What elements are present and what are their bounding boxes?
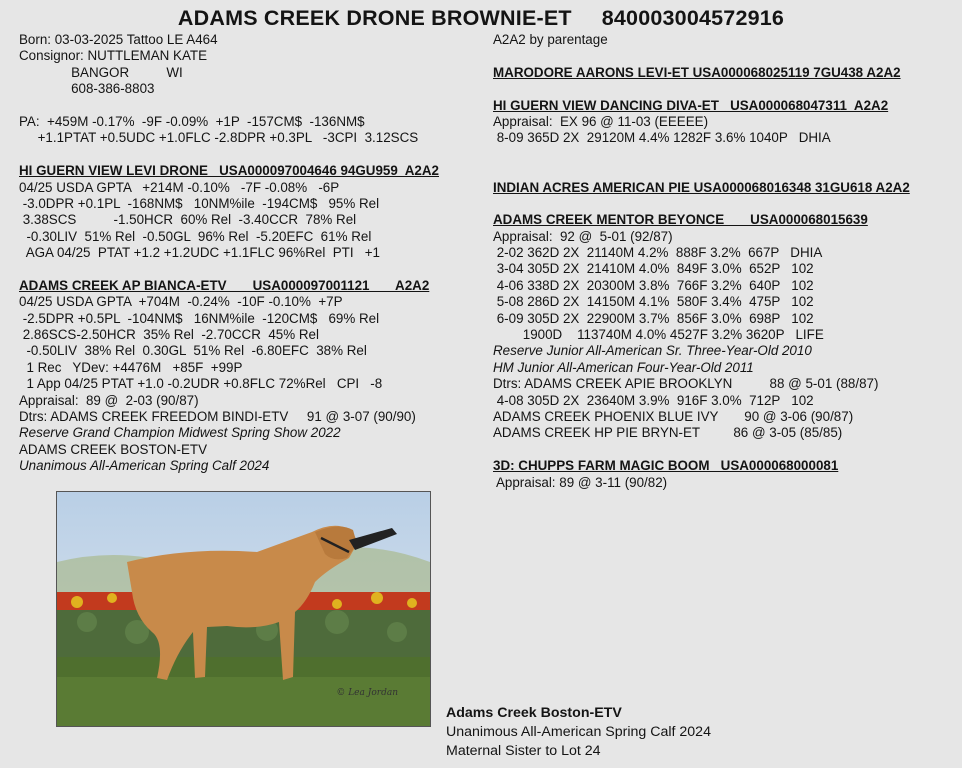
left-column-line: +1.1PTAT +0.5UDC +1.0FLC -2.8DPR +0.3PL -3CPI 3.12SCS bbox=[19, 130, 419, 146]
animal-name: ADAMS CREEK DRONE BROWNIE-ET bbox=[177, 6, 572, 30]
left-column-line: -0.50LIV 38% Rel 0.30GL 51% Rel -6.80EFC 38% Rel bbox=[19, 343, 367, 359]
right-column-line: Appraisal: EX 96 @ 11-03 (EEEEE) bbox=[493, 113, 709, 129]
right-column-line: HM Junior All-American Four-Year-Old 2011 bbox=[493, 359, 754, 375]
left-column-line: -3.0DPR +0.1PL -168NM$ 10NM%ile -194CM$ 95% Rel bbox=[19, 195, 380, 211]
right-column-line: 3-04 305D 2X 21410M 4.0% 849F 3.0% 652P 102 bbox=[493, 261, 814, 277]
page-title bbox=[0, 6, 962, 31]
right-column-line: 4-06 338D 2X 20300M 3.8% 766F 3.2% 640P 102 bbox=[493, 277, 814, 293]
left-column-line: Consignor: NUTTLEMAN KATE bbox=[19, 48, 208, 64]
right-column-line: 8-09 365D 2X 29120M 4.4% 1282F 3.6% 1040P DHIA bbox=[493, 130, 831, 146]
right-column-line: 3D: CHUPPS FARM MAGIC BOOM USA000068000081 bbox=[493, 458, 839, 474]
right-column-line: ADAMS CREEK HP PIE BRYN-ET 86 @ 3-05 (85/85) bbox=[493, 425, 843, 441]
right-column-line: A2A2 by parentage bbox=[493, 32, 608, 47]
calf-photo bbox=[56, 491, 431, 727]
left-column-line: 1 Rec YDev: +4476M +85F +99P bbox=[19, 359, 243, 375]
left-column-line: 2.86SCS-2.50HCR 35% Rel -2.70CCR 45% Rel bbox=[19, 327, 319, 343]
right-column-line: Appraisal: 89 @ 3-11 (90/82) bbox=[493, 474, 668, 490]
left-column-line: ADAMS CREEK BOSTON-ETV bbox=[19, 441, 207, 457]
left-column-line: Appraisal: 89 @ 2-03 (90/87) bbox=[19, 392, 199, 408]
right-column-line bbox=[493, 442, 953, 458]
left-column-line bbox=[19, 261, 489, 277]
right-column-line: 2-02 362D 2X 21140M 4.2% 888F 3.2% 667P DHIA bbox=[493, 245, 823, 261]
right-column-line: Appraisal: 92 @ 5-01 (92/87) bbox=[493, 228, 673, 244]
left-column-line: AGA 04/25 PTAT +1.2 +1.2UDC +1.1FLC 96%Rel PTI +1 bbox=[19, 245, 380, 261]
right-column-line bbox=[493, 147, 953, 163]
right-column-line: MARODORE AARONS LEVI-ET USA000068025119 7GU438 A2A2 bbox=[493, 64, 901, 80]
left-column-line: 1 App 04/25 PTAT +1.0 -0.2UDR +0.8FLC 72%Rel CPI -8 bbox=[19, 376, 383, 392]
left-column-line: -0.30LIV 51% Rel -0.50GL 96% Rel -5.20EFC 61% Rel bbox=[19, 228, 372, 244]
right-column-line: ADAMS CREEK MENTOR BEYONCE USA000068015639 bbox=[493, 212, 868, 228]
right-column-line: Dtrs: ADAMS CREEK APIE BROOKLYN 88 @ 5-01 (88/87) bbox=[493, 376, 879, 392]
left-column-line: BANGOR WI bbox=[19, 64, 183, 80]
photo-caption bbox=[446, 704, 711, 761]
left-column-line: -2.5DPR +0.5PL -104NM$ 16NM%ile -120CM$ 69% Rel bbox=[19, 310, 380, 326]
left-column-line: 04/25 USDA GPTA +704M -0.24% -10F -0.10% +7P bbox=[19, 294, 343, 310]
left-column bbox=[19, 32, 489, 475]
right-column-line: ADAMS CREEK PHOENIX BLUE IVY 90 @ 3-06 (90/87) bbox=[493, 408, 854, 424]
left-column-line: 04/25 USDA GPTA +214M -0.10% -7F -0.08% -6P bbox=[19, 179, 340, 195]
left-column-line: 608-386-8803 bbox=[19, 81, 155, 97]
right-column-line bbox=[493, 48, 953, 64]
right-column-line bbox=[493, 196, 953, 212]
left-column-line bbox=[19, 98, 489, 114]
right-column-line: Reserve Junior All-American Sr. Three-Year-Old 2010 bbox=[493, 343, 812, 359]
left-column-line: Reserve Grand Champion Midwest Spring Show 2022 bbox=[19, 425, 341, 441]
left-column-line: 3.38SCS -1.50HCR 60% Rel -3.40CCR 78% Rel bbox=[19, 212, 357, 228]
registration-number: 840003004572916 bbox=[601, 6, 785, 30]
left-column-line: HI GUERN VIEW LEVI DRONE USA000097004646 94GU959 A2A2 bbox=[19, 163, 439, 179]
right-column bbox=[493, 32, 953, 491]
right-column-line: INDIAN ACRES AMERICAN PIE USA000068016348 31GU618 A2A2 bbox=[493, 179, 910, 195]
right-column-line bbox=[493, 163, 953, 179]
right-column-line: 1900D 113740M 4.0% 4527F 3.2% 3620P LIFE bbox=[493, 327, 824, 343]
caption-line-2: Maternal Sister to Lot 24 bbox=[446, 743, 601, 759]
left-column-line: Dtrs: ADAMS CREEK FREEDOM BINDI-ETV 91 @ 3-07 (90/90) bbox=[19, 408, 416, 424]
photo-credit: © Lea Jordan bbox=[336, 688, 398, 698]
caption-line-1: Unanimous All-American Spring Calf 2024 bbox=[446, 724, 711, 740]
left-column-line: Born: 03-03-2025 Tattoo LE A464 bbox=[19, 32, 218, 47]
left-column-line: Unanimous All-American Spring Calf 2024 bbox=[19, 458, 270, 474]
left-column-line: PA: +459M -0.17% -9F -0.09% +1P -157CM$ -136NM$ bbox=[19, 113, 365, 129]
right-column-line: 6-09 305D 2X 22900M 3.7% 856F 3.0% 698P 102 bbox=[493, 310, 814, 326]
right-column-line: 5-08 286D 2X 14150M 4.1% 580F 3.4% 475P 102 bbox=[493, 294, 814, 310]
right-column-line: 4-08 305D 2X 23640M 3.9% 916F 3.0% 712P 102 bbox=[493, 392, 814, 408]
left-column-line: ADAMS CREEK AP BIANCA-ETV USA000097001121 A2A2 bbox=[19, 277, 430, 293]
left-column-line bbox=[19, 147, 489, 163]
right-column-line: HI GUERN VIEW DANCING DIVA-ET USA000068047311 A2A2 bbox=[493, 97, 889, 113]
right-column-line bbox=[493, 81, 953, 97]
caption-title: Adams Creek Boston-ETV bbox=[446, 705, 622, 721]
